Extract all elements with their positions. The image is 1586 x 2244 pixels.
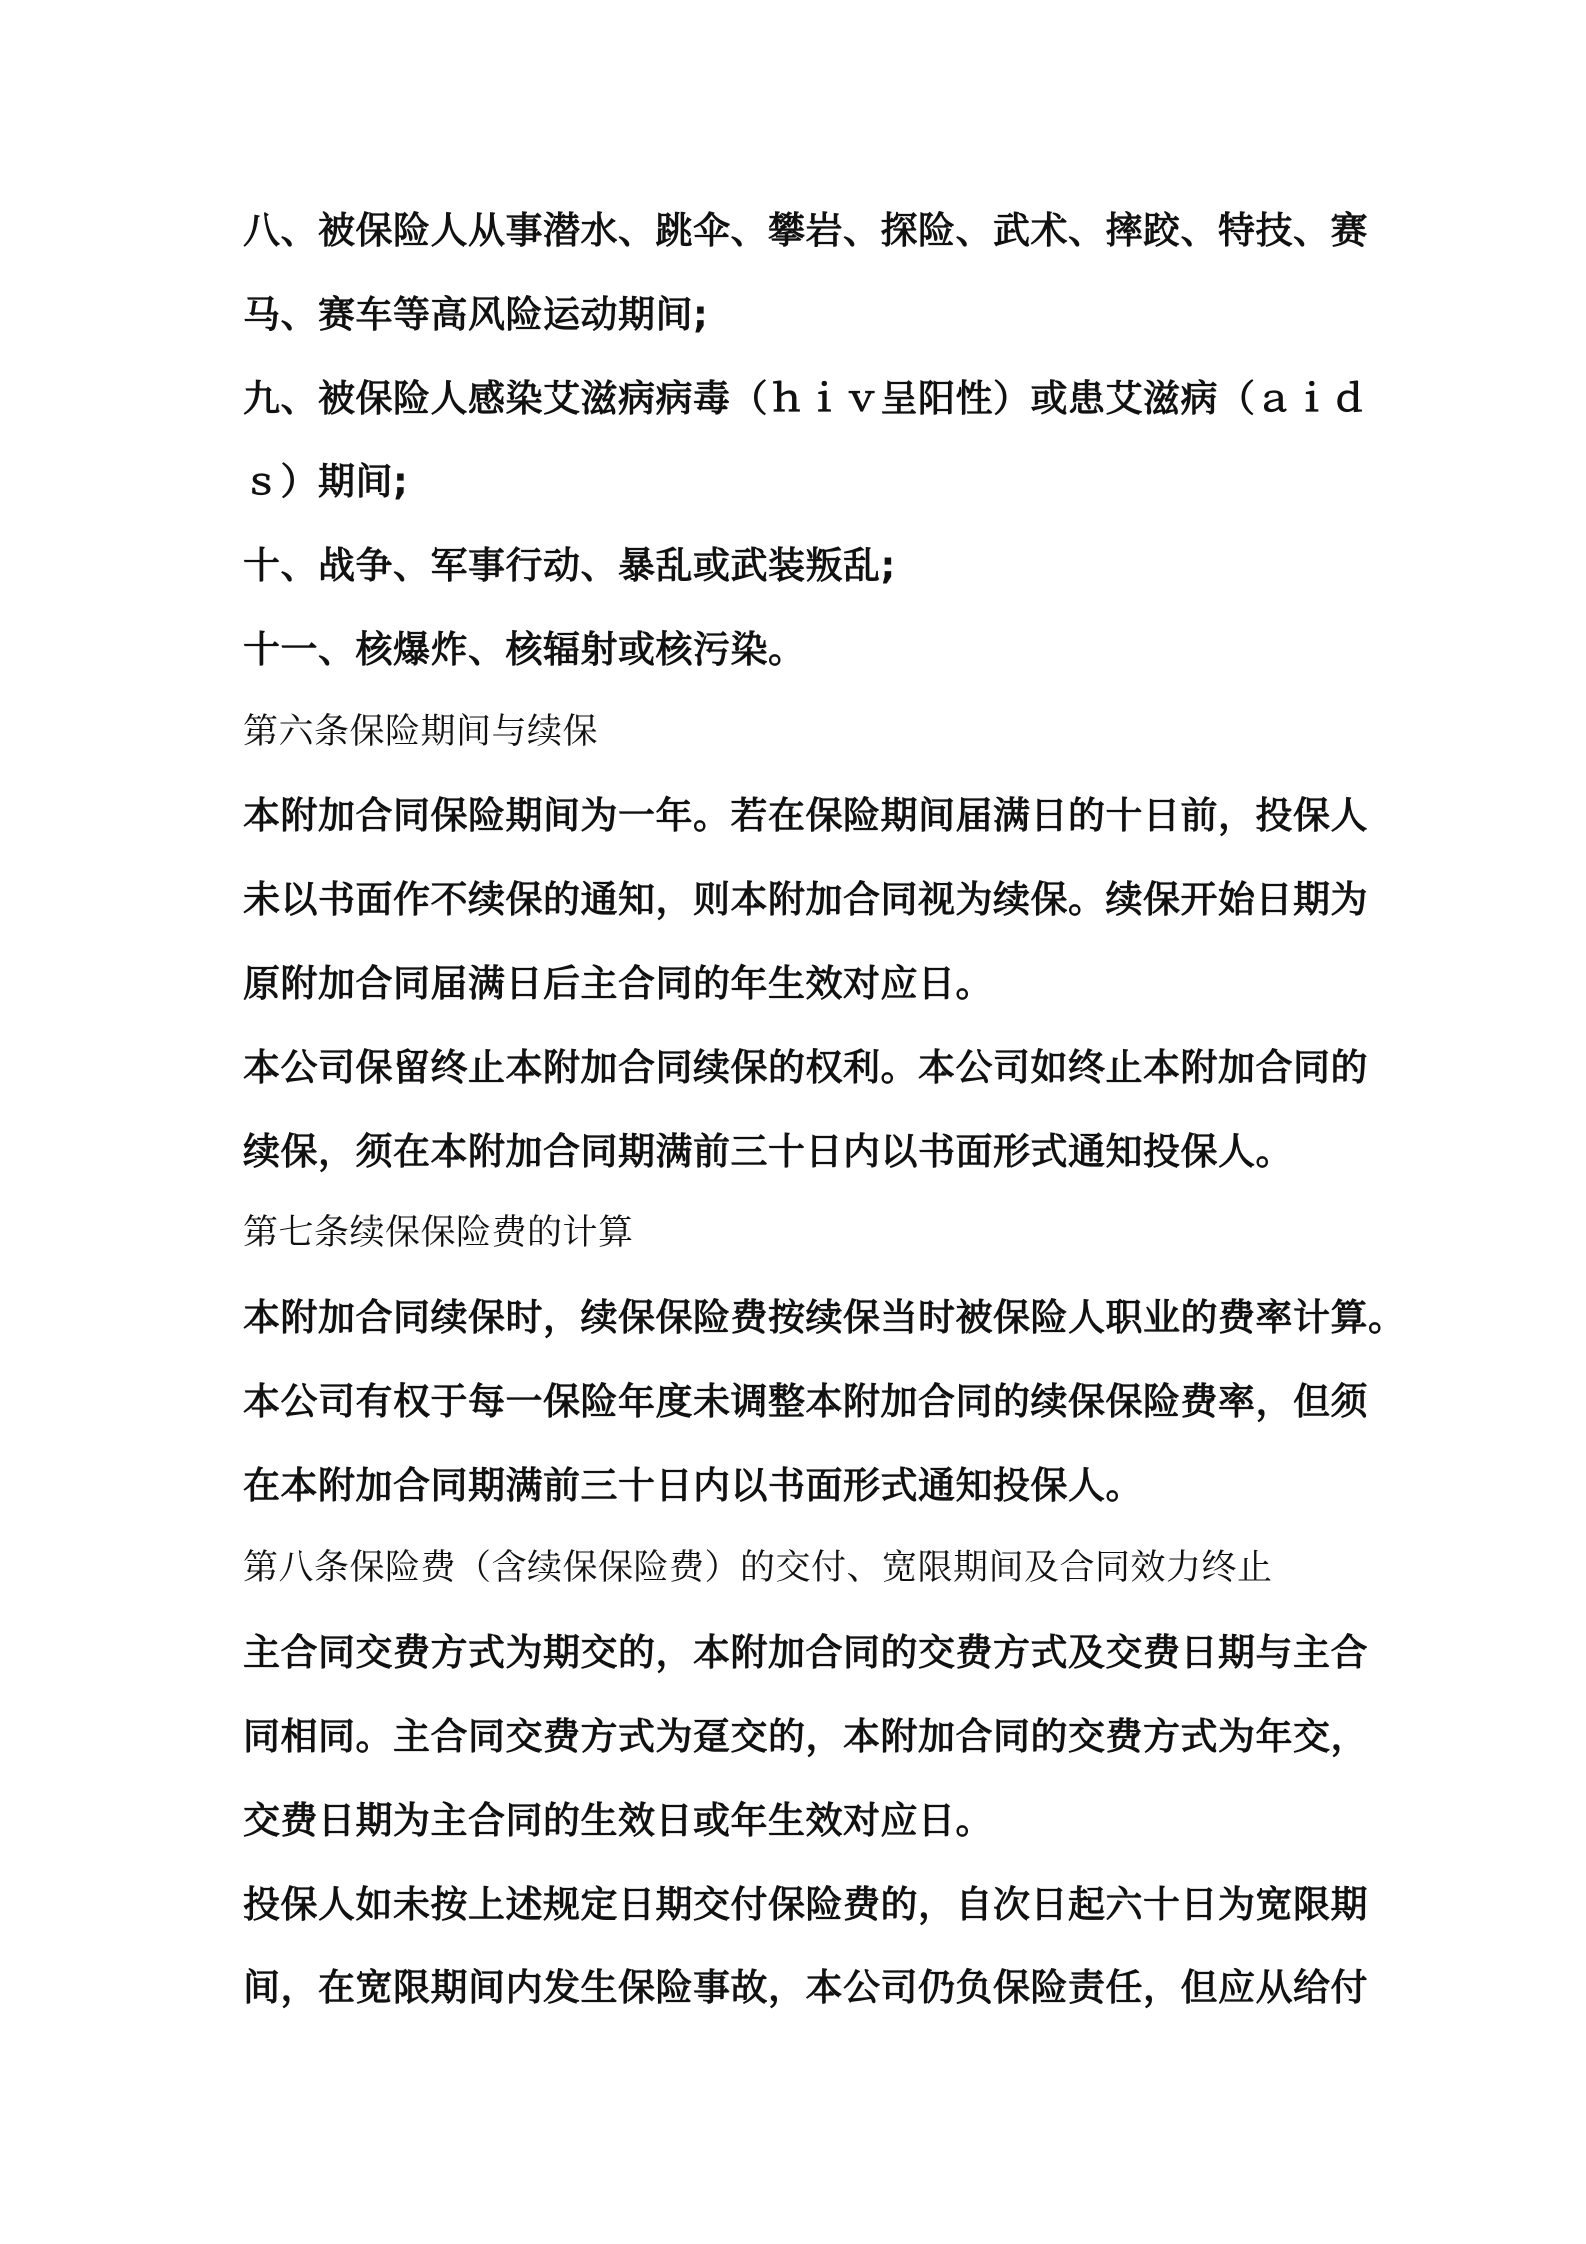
article-6-paragraph-2-line-2: 续保，须在本附加合同期满前三十日内以书面形式通知投保人。 bbox=[243, 1130, 1293, 1173]
exclusion-item-8-line-2: 马、赛车等高风险运动期间; bbox=[243, 293, 709, 336]
exclusion-item-9-line-1: 九、被保险人感染艾滋病病毒（ｈｉｖ呈阳性）或患艾滋病（ａｉｄ bbox=[243, 377, 1368, 420]
exclusion-item-8-line-1: 八、被保险人从事潜水、跳伞、攀岩、探险、武术、摔跤、特技、赛 bbox=[243, 209, 1368, 252]
article-6-heading: 第六条保险期间与续保 bbox=[243, 712, 599, 752]
article-6-paragraph-1-line-1: 本附加合同保险期间为一年。若在保险期间届满日的十日前，投保人 bbox=[243, 794, 1368, 837]
exclusion-item-11: 十一、核爆炸、核辐射或核污染。 bbox=[243, 628, 806, 671]
article-8-paragraph-1-line-1: 主合同交费方式为期交的，本附加合同的交费方式及交费日期与主合 bbox=[243, 1631, 1368, 1674]
article-8-paragraph-2-line-2: 间，在宽限期间内发生保险事故，本公司仍负保险责任，但应从给付 bbox=[243, 1966, 1368, 2009]
article-6-paragraph-1-line-3: 原附加合同届满日后主合同的年生效对应日。 bbox=[243, 962, 993, 1005]
article-7-paragraph-2-line-2: 在本附加合同期满前三十日内以书面形式通知投保人。 bbox=[243, 1464, 1143, 1507]
article-6-paragraph-1-line-2: 未以书面作不续保的通知，则本附加合同视为续保。续保开始日期为 bbox=[243, 878, 1368, 921]
exclusion-item-9-line-2: ｓ）期间; bbox=[243, 460, 409, 503]
article-6-paragraph-2-line-1: 本公司保留终止本附加合同续保的权利。本公司如终止本附加合同的 bbox=[243, 1046, 1368, 1089]
exclusion-item-10: 十、战争、军事行动、暴乱或武装叛乱; bbox=[243, 544, 896, 587]
article-7-heading: 第七条续保保险费的计算 bbox=[243, 1213, 634, 1253]
article-7-paragraph-2-line-1: 本公司有权于每一保险年度未调整本附加合同的续保保险费率，但须 bbox=[243, 1380, 1368, 1423]
article-8-paragraph-2-line-1: 投保人如未按上述规定日期交付保险费的，自次日起六十日为宽限期 bbox=[243, 1883, 1368, 1926]
article-8-heading: 第八条保险费（含续保保险费）的交付、宽限期间及合同效力终止 bbox=[243, 1548, 1273, 1588]
article-7-paragraph-1: 本附加合同续保时，续保保险费按续保当时被保险人职业的费率计算。 bbox=[243, 1296, 1406, 1339]
article-8-paragraph-1-line-2: 同相同。主合同交费方式为趸交的，本附加合同的交费方式为年交， bbox=[243, 1715, 1368, 1758]
article-8-paragraph-1-line-3: 交费日期为主合同的生效日或年生效对应日。 bbox=[243, 1799, 993, 1842]
